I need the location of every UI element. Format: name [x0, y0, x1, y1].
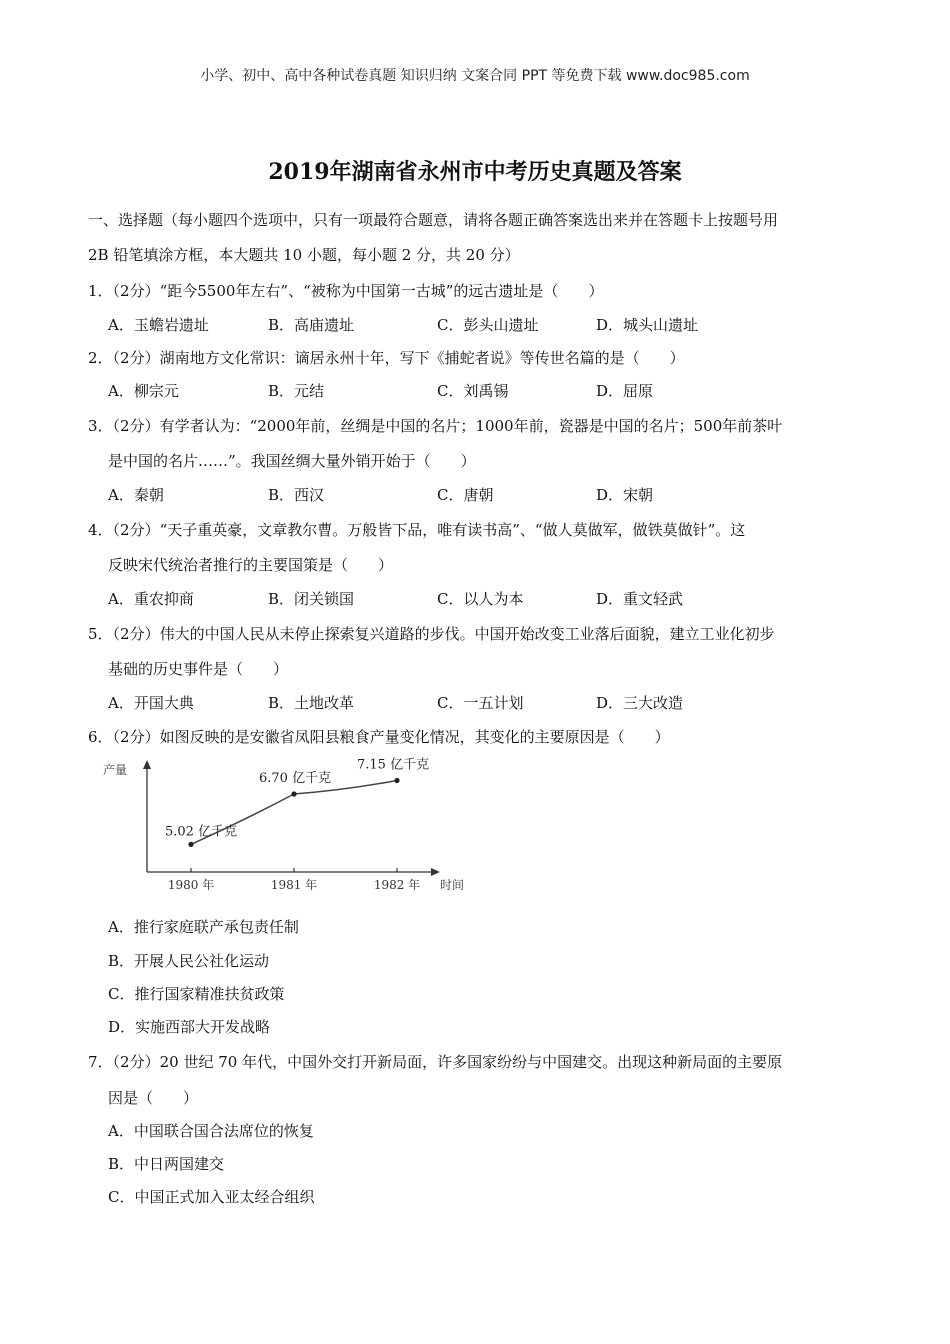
x-axis-arrow: [431, 868, 440, 876]
question-2-option-c: C．刘禹锡: [437, 382, 509, 400]
question-2-stem: 2．（2分）湖南地方文化常识：谪居永州十年，写下《捕蛇者说》等传世名篇的是（ ）: [88, 349, 685, 367]
data-label: 5.02 亿千克: [165, 824, 238, 840]
question-6-option-d: D．实施西部大开发战略: [108, 1018, 271, 1036]
question-5-stem-line-2: 基础的历史事件是（ ）: [108, 660, 289, 678]
question-2-option-b: B．元结: [268, 382, 325, 400]
question-1-stem: 1．（2分）“距今5500年左右”、“被称为中国第一古城”的远古遗址是（ ）: [88, 282, 604, 300]
question-4-stem-line-2: 反映宋代统治者推行的主要国策是（ ）: [108, 556, 394, 574]
data-label: 7.15 亿千克: [357, 757, 430, 773]
question-7-option-c: C．中国正式加入亚太经合组织: [108, 1188, 315, 1206]
question-5-option-c: C．一五计划: [437, 694, 524, 712]
question-3-option-d: D．宋朝: [596, 486, 654, 504]
question-3-option-b: B．西汉: [268, 486, 325, 504]
question-2-option-a: A．柳宗元: [108, 382, 179, 400]
data-point-1981 年: [291, 791, 296, 796]
y-axis-arrow: [143, 760, 151, 769]
grain-output-chart: [95, 755, 475, 895]
question-7-option-b: B．中日两国建交: [108, 1155, 225, 1173]
x-tick-label: 1981 年: [270, 878, 318, 892]
question-4-option-c: C．以人为本: [437, 590, 524, 608]
data-point-1980 年: [188, 842, 193, 847]
question-3-stem-line-1: 3．（2分）有学者认为：“2000年前，丝绸是中国的名片；1000年前，瓷器是中国的名片；500年前茶叶: [88, 417, 783, 435]
question-5-option-a: A．开国大典: [108, 694, 194, 712]
question-1-option-b: B．高庙遗址: [268, 316, 355, 334]
y-axis-label: 产量: [103, 763, 128, 777]
section-instructions-line-1: 一、选择题（每小题四个选项中，只有一项最符合题意，请将各题正确答案选出来并在答题卡上按题号用: [88, 211, 779, 229]
section-instructions-line-2: 2B 铅笔填涂方框，本大题共 10 小题，每小题 2 分，共 20 分）: [88, 246, 520, 264]
question-4-option-d: D．重文轻武: [596, 590, 684, 608]
page-title: 2019年湖南省永州市中考历史真题及答案: [268, 159, 682, 185]
data-label: 6.70 亿千克: [259, 771, 332, 786]
question-6-option-a: A．推行家庭联产承包责任制: [108, 918, 299, 936]
question-5-option-b: B．土地改革: [268, 694, 355, 712]
question-1-option-d: D．城头山遗址: [596, 316, 699, 334]
x-tick-label: 1980 年: [167, 878, 215, 892]
page-header: 小学、初中、高中各种试卷真题 知识归纳 文案合同 PPT 等免费下载 www.doc985.com: [200, 68, 750, 84]
question-1-option-a: A．玉蟾岩遗址: [108, 316, 209, 334]
question-6-option-b: B．开展人民公社化运动: [108, 952, 270, 970]
question-4-option-b: B．闭关锁国: [268, 590, 355, 608]
question-5-option-d: D．三大改造: [596, 694, 684, 712]
question-6-option-c: C．推行国家精准扶贫政策: [108, 985, 285, 1003]
question-3-stem-line-2: 是中国的名片……”。我国丝绸大量外销开始于（ ）: [108, 452, 476, 470]
x-tick-label: 1982 年: [373, 878, 421, 892]
data-point-1982 年: [394, 778, 399, 783]
question-5-stem-line-1: 5．（2分）伟大的中国人民从未停止探索复兴道路的步伐。中国开始改变工业落后面貌，建立工业化初步: [88, 625, 775, 643]
question-6-stem: 6．（2分）如图反映的是安徽省凤阳县粮食产量变化情况，其变化的主要原因是（ ）: [88, 728, 670, 746]
question-3-option-c: C．唐朝: [437, 486, 494, 504]
question-1-option-c: C．彭头山遗址: [437, 316, 539, 334]
question-4-option-a: A．重农抑商: [108, 590, 194, 608]
question-2-option-d: D．屈原: [596, 382, 654, 400]
x-axis-label: 时间: [440, 878, 465, 892]
question-3-option-a: A．秦朝: [108, 486, 164, 504]
question-7-stem-line-1: 7．（2分）20 世纪 70 年代，中国外交打开新局面，许多国家纷纷与中国建交。出现这种新局面的主要原: [88, 1053, 783, 1071]
question-4-stem-line-1: 4．（2分）“天子重英豪，文章教尔曹。万般皆下品，唯有读书高”、“做人莫做军，做铁莫做针”。这: [88, 521, 746, 539]
question-7-stem-line-2: 因是（ ）: [108, 1089, 199, 1107]
question-7-option-a: A．中国联合国合法席位的恢复: [108, 1122, 314, 1140]
